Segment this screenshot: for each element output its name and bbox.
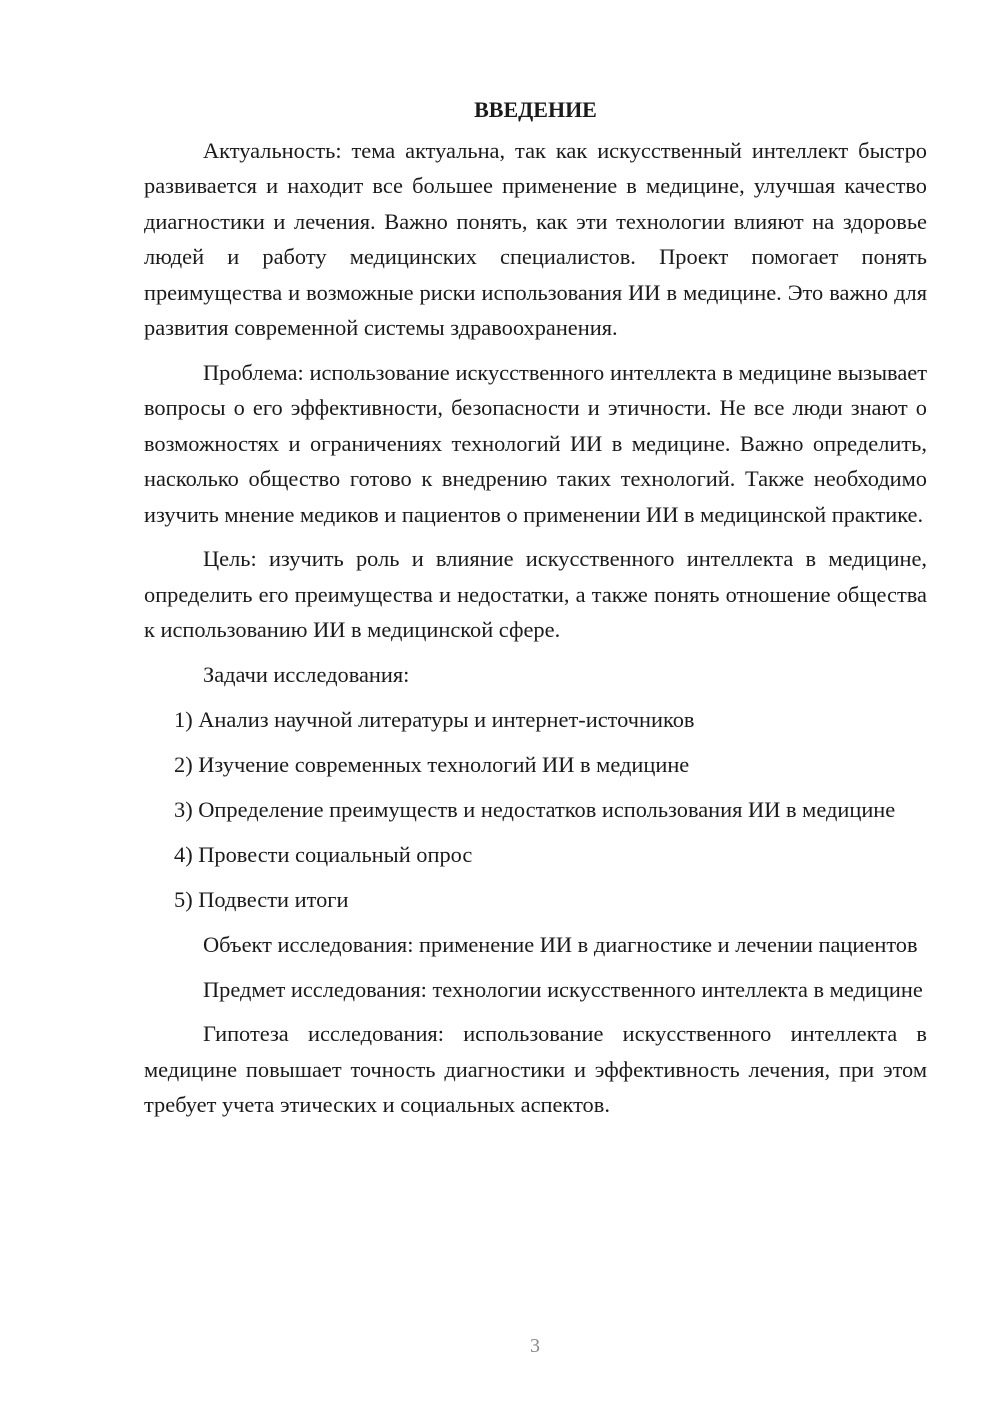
tasks-title: Задачи исследования: [203,662,410,688]
task-item: 1) Анализ научной литературы и интернет-источников [174,707,695,733]
page-number: 3 [530,1335,540,1357]
relevance-paragraph: Актуальность: тема актуальна, так как искусственный интеллект быстро развивается и находит все большее применение в медицине, улучшая качество диагностики и лечения. Важно понять, как эти технологии влияют на здоровье людей и работу медицинских специалистов. Проект помогает понять преимущества и возможные риски использования ИИ в медицине. Это важно для развития современной системы здравоохранения. [144,138,927,341]
task-item: 3) Определение преимуществ и недостатков использования ИИ в медицине [174,796,896,822]
task-item: 2) Изучение современных технологий ИИ в медицине [174,752,690,777]
hypothesis-paragraph: Гипотеза исследования: использование искусственного интеллекта в медицине повышает точность диагностики и эффективность лечения, при этом требует учета этических и социальных аспектов. [144,1021,927,1118]
section-heading: ВВЕДЕНИЕ [474,97,597,122]
goal-paragraph: Цель: изучить роль и влияние искусственного интеллекта в медицине, определить его преимущества и недостатки, а также понять отношение общества к использованию ИИ в медицинской сфере. [144,546,927,643]
task-item: 5) Подвести итоги [174,886,349,912]
object-paragraph: Объект исследования: применение ИИ в диагностике и лечении пациентов [203,931,918,957]
document-page [144,95,927,1132]
task-item: 4) Провести социальный опрос [174,841,473,867]
subject-paragraph: Предмет исследования: технологии искусственного интеллекта в медицине [203,976,923,1002]
problem-paragraph: Проблема: использование искусственного интеллекта в медицине вызывает вопросы о его эффективности, безопасности и этичности. Не все люди знают о возможностях и ограничениях технологий ИИ в медицине. Важно определить, насколько общество готово к внедрению таких технологий. Также необходимо изучить мнение медиков и пациентов о применении ИИ в медицинской практике. [144,359,927,527]
